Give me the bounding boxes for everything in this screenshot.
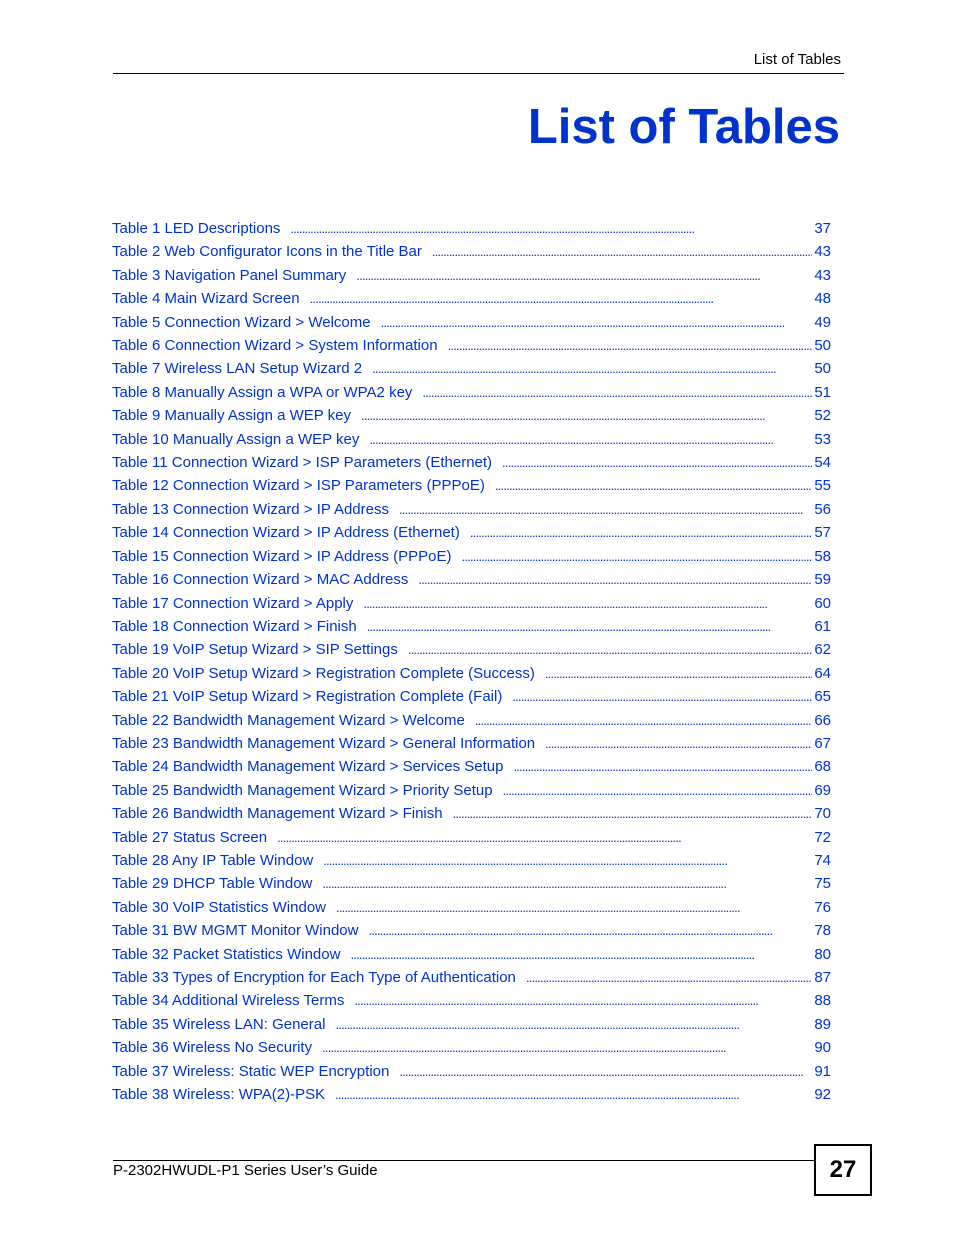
toc-entry[interactable] (112, 357, 831, 380)
toc-dot-leader (448, 334, 813, 357)
toc-entry-page: 69 (814, 781, 831, 799)
toc-entry-label: Table 12 Connection Wizard > ISP Parameters (PPPoE) (112, 477, 485, 495)
table-of-tables (112, 217, 831, 1106)
toc-entry[interactable] (112, 311, 831, 334)
toc-entry-label: Table 32 Packet Statistics Window (112, 945, 341, 963)
toc-entry-label: Table 17 Connection Wizard > Apply (112, 594, 354, 612)
toc-entry-page: 54 (814, 454, 831, 472)
toc-entry-page: 91 (814, 1062, 831, 1080)
toc-entry-page: 50 (814, 337, 831, 355)
toc-entry[interactable] (112, 732, 831, 755)
toc-entry[interactable] (112, 966, 831, 989)
toc-dot-leader (381, 311, 813, 334)
toc-entry-page: 43 (814, 243, 831, 261)
toc-dot-leader (503, 779, 813, 802)
toc-entry-page: 68 (814, 758, 831, 776)
toc-entry[interactable] (112, 826, 831, 849)
toc-entry-label: Table 3 Navigation Panel Summary (112, 266, 347, 284)
toc-dot-leader (323, 849, 812, 872)
toc-dot-leader (369, 428, 812, 451)
toc-entry[interactable] (112, 896, 831, 919)
page-number-box: 27 (814, 1144, 872, 1196)
toc-dot-leader (290, 217, 812, 240)
toc-dot-leader (399, 498, 812, 521)
toc-entry-label: Table 25 Bandwidth Management Wizard > Priority Setup (112, 781, 493, 799)
toc-entry[interactable] (112, 943, 831, 966)
toc-entry[interactable] (112, 521, 831, 544)
toc-entry-label: Table 31 BW MGMT Monitor Window (112, 922, 359, 940)
toc-entry-page: 55 (814, 477, 831, 495)
toc-entry-page: 59 (814, 571, 831, 589)
toc-dot-leader (361, 404, 812, 427)
toc-entry-label: Table 1 LED Descriptions (112, 220, 281, 237)
toc-entry-label: Table 16 Connection Wizard > MAC Address (112, 571, 409, 589)
toc-entry[interactable] (112, 287, 831, 310)
toc-dot-leader (367, 615, 813, 638)
toc-entry[interactable] (112, 240, 831, 263)
toc-entry-page: 89 (814, 1015, 831, 1033)
toc-entry[interactable] (112, 709, 831, 732)
toc-dot-leader (408, 638, 812, 661)
toc-entry[interactable] (112, 404, 831, 427)
toc-entry-page: 70 (814, 805, 831, 823)
toc-entry-label: Table 2 Web Configurator Icons in the Title Bar (112, 243, 422, 261)
toc-entry[interactable] (112, 264, 831, 287)
toc-dot-leader (322, 872, 812, 895)
toc-entry[interactable] (112, 428, 831, 451)
toc-entry-label: Table 27 Status Screen (112, 828, 268, 846)
toc-dot-leader (495, 474, 812, 497)
toc-entry-label: Table 14 Connection Wizard > IP Address (Ethernet) (112, 524, 460, 542)
toc-entry-page: 60 (814, 594, 831, 612)
toc-entry-page: 48 (814, 290, 831, 308)
toc-entry[interactable] (112, 592, 831, 615)
toc-entry-page: 92 (814, 1086, 831, 1104)
toc-entry-page: 64 (814, 664, 831, 682)
toc-entry[interactable] (112, 1083, 831, 1106)
toc-dot-leader (310, 287, 813, 310)
toc-entry[interactable] (112, 1036, 831, 1059)
toc-entry-label: Table 11 Connection Wizard > ISP Parameters (Ethernet) (112, 454, 493, 472)
toc-entry-label: Table 24 Bandwidth Management Wizard > Services Setup (112, 758, 504, 776)
toc-entry-label: Table 20 VoIP Setup Wizard > Registration Complete (Success) (112, 664, 535, 682)
toc-entry[interactable] (112, 685, 831, 708)
toc-entry-page: 78 (814, 922, 831, 940)
toc-dot-leader (363, 592, 812, 615)
toc-entry-label: Table 38 Wireless: WPA(2)-PSK (112, 1086, 326, 1104)
toc-entry[interactable] (112, 662, 831, 685)
toc-entry-page: 53 (814, 430, 831, 448)
toc-entry-label: Table 7 Wireless LAN Setup Wizard 2 (112, 360, 363, 378)
toc-entry-label: Table 37 Wireless: Static WEP Encryption (112, 1062, 390, 1080)
toc-entry-label: Table 4 Main Wizard Screen (112, 290, 300, 308)
toc-dot-leader (526, 966, 812, 989)
toc-entry-page: 50 (814, 360, 831, 378)
toc-entry[interactable] (112, 474, 831, 497)
toc-entry[interactable] (112, 568, 831, 591)
toc-entry-page: 58 (814, 547, 831, 565)
toc-entry-page: 90 (814, 1039, 831, 1057)
toc-entry-label: Table 35 Wireless LAN: General (112, 1015, 326, 1033)
toc-entry-label: Table 6 Connection Wizard > System Information (112, 337, 438, 355)
toc-entry-page: 51 (814, 383, 831, 401)
toc-dot-leader (372, 357, 812, 380)
toc-dot-leader (418, 568, 812, 591)
toc-entry[interactable] (112, 638, 831, 661)
toc-entry-label: Table 19 VoIP Setup Wizard > SIP Settings (112, 641, 398, 659)
toc-entry[interactable] (112, 334, 831, 357)
toc-dot-leader (502, 451, 812, 474)
toc-entry-page: 62 (814, 641, 831, 659)
toc-entry-page: 52 (814, 407, 831, 425)
toc-entry-label: Table 34 Additional Wireless Terms (112, 992, 345, 1010)
toc-entry[interactable] (112, 872, 831, 895)
toc-entry-page: 88 (814, 992, 831, 1010)
toc-dot-leader (475, 709, 812, 732)
toc-dot-leader (336, 896, 812, 919)
toc-entry[interactable] (112, 989, 831, 1012)
toc-entry-label: Table 13 Connection Wizard > IP Address (112, 500, 389, 518)
toc-entry-page: 65 (814, 688, 831, 706)
toc-entry-label: Table 5 Connection Wizard > Welcome (112, 313, 371, 331)
toc-entry[interactable] (112, 802, 831, 825)
toc-dot-leader (513, 755, 812, 778)
toc-entry-label: Table 21 VoIP Setup Wizard > Registration Complete (Fail) (112, 688, 503, 706)
toc-entry-label: Table 10 Manually Assign a WEP key (112, 430, 360, 448)
toc-entry-label: Table 28 Any IP Table Window (112, 851, 314, 869)
toc-dot-leader (354, 989, 812, 1012)
toc-entry-page: 57 (814, 524, 831, 542)
toc-entry[interactable] (112, 755, 831, 778)
page-title: List of Tables (527, 100, 840, 154)
toc-entry[interactable] (112, 1013, 831, 1036)
toc-dot-leader (432, 240, 812, 263)
toc-entry[interactable] (112, 1060, 831, 1083)
toc-entry-page: 43 (814, 266, 831, 284)
toc-entry-page: 67 (814, 734, 831, 752)
toc-entry[interactable] (112, 919, 831, 942)
toc-entry[interactable] (112, 779, 831, 802)
toc-dot-leader (277, 826, 812, 849)
toc-entry-page: 56 (814, 500, 831, 518)
toc-entry[interactable] (112, 451, 831, 474)
toc-dot-leader (453, 802, 813, 825)
toc-entry-label: Table 26 Bandwidth Management Wizard > Finish (112, 805, 443, 823)
toc-entry[interactable] (112, 849, 831, 872)
toc-dot-leader (470, 521, 812, 544)
toc-entry[interactable] (112, 498, 831, 521)
toc-entry-page: 49 (814, 313, 831, 331)
toc-entry-label: Table 18 Connection Wizard > Finish (112, 617, 357, 635)
toc-entry-label: Table 9 Manually Assign a WEP key (112, 407, 352, 425)
toc-entry-page: 61 (814, 617, 831, 635)
running-header: List of Tables (753, 51, 841, 68)
toc-dot-leader (512, 685, 812, 708)
toc-entry-label: Table 29 DHCP Table Window (112, 875, 313, 893)
toc-dot-leader (422, 381, 812, 404)
toc-entry-page: 75 (814, 875, 831, 893)
toc-entry[interactable] (112, 217, 831, 240)
toc-dot-leader (335, 1013, 812, 1036)
toc-entry-label: Table 36 Wireless No Security (112, 1039, 313, 1057)
toc-dot-leader (322, 1036, 812, 1059)
toc-entry-page: 74 (814, 851, 831, 869)
toc-entry-label: Table 15 Connection Wizard > IP Address (PPPoE) (112, 547, 452, 565)
toc-entry-label: Table 33 Types of Encryption for Each Type of Authentication (112, 969, 516, 986)
toc-entry[interactable] (112, 545, 831, 568)
toc-entry[interactable] (112, 615, 831, 638)
toc-dot-leader (462, 545, 813, 568)
toc-entry-page: 87 (814, 969, 831, 986)
toc-entry-label: Table 23 Bandwidth Management Wizard > General Information (112, 734, 536, 752)
header-rule (113, 73, 844, 74)
toc-entry-label: Table 30 VoIP Statistics Window (112, 898, 326, 916)
toc-dot-leader (335, 1083, 812, 1106)
toc-entry-label: Table 22 Bandwidth Management Wizard > Welcome (112, 711, 465, 729)
footer-guide-title: P-2302HWUDL-P1 Series User’s Guide (113, 1162, 378, 1179)
toc-entry[interactable] (112, 381, 831, 404)
toc-entry-page: 37 (814, 220, 831, 237)
toc-entry-page: 76 (814, 898, 831, 916)
toc-dot-leader (350, 943, 812, 966)
toc-entry-page: 80 (814, 945, 831, 963)
toc-dot-leader (356, 264, 812, 287)
toc-entry-page: 66 (814, 711, 831, 729)
toc-entry-page: 72 (814, 828, 831, 846)
toc-dot-leader (368, 919, 812, 942)
toc-dot-leader (545, 662, 812, 685)
toc-entry-label: Table 8 Manually Assign a WPA or WPA2 key (112, 383, 413, 401)
toc-dot-leader (545, 732, 812, 755)
toc-dot-leader (399, 1060, 812, 1083)
footer-rule (113, 1160, 814, 1161)
